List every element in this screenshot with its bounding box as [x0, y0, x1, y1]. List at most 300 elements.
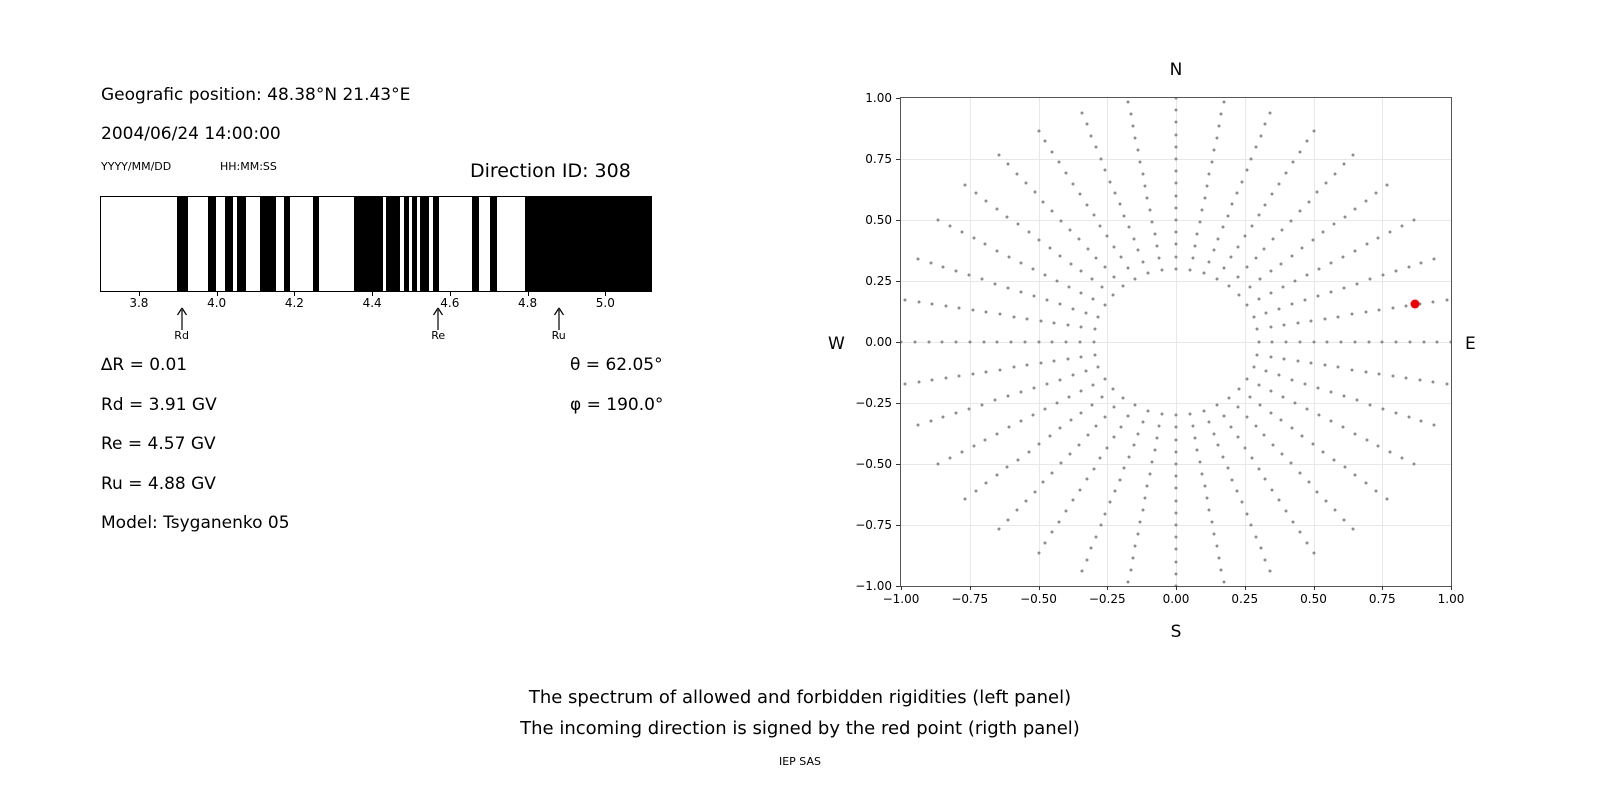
- direction-point: [1123, 214, 1126, 217]
- direction-point: [1198, 461, 1201, 464]
- direction-point: [1099, 457, 1102, 460]
- direction-point: [1051, 531, 1054, 534]
- direction-point: [1066, 357, 1069, 360]
- rigidity-marker-rd: [162, 306, 202, 342]
- direction-point: [1445, 383, 1448, 386]
- direction-point: [1368, 278, 1371, 281]
- direction-point: [1353, 432, 1356, 435]
- x-axis-tick-label: 1.00: [1437, 592, 1465, 606]
- direction-point: [1037, 129, 1040, 132]
- direction-point: [985, 311, 988, 314]
- direction-point: [1113, 490, 1116, 493]
- direction-point: [1236, 275, 1239, 278]
- direction-point: [1175, 133, 1178, 136]
- direction-point: [1250, 524, 1253, 527]
- forbidden-band: [284, 197, 290, 291]
- compass-east-label: E: [1465, 334, 1476, 354]
- direction-point: [1151, 461, 1154, 464]
- direction-point: [1310, 362, 1313, 365]
- delta-r-value: ∆R = 0.01: [101, 355, 188, 375]
- direction-point: [1272, 443, 1275, 446]
- direction-point: [1044, 408, 1047, 411]
- direction-point: [1246, 304, 1249, 307]
- direction-point: [1375, 489, 1378, 492]
- direction-point: [1101, 395, 1104, 398]
- direction-point: [1296, 360, 1299, 363]
- direction-point: [1196, 232, 1199, 235]
- direction-point: [1307, 200, 1310, 203]
- direction-point: [1213, 533, 1216, 536]
- direction-point: [1418, 379, 1421, 382]
- x-axis-tick-label: −0.50: [1020, 592, 1057, 606]
- direction-point: [996, 432, 999, 435]
- direction-point: [1394, 270, 1397, 273]
- direction-point: [1254, 146, 1257, 149]
- direction-point: [1010, 341, 1013, 344]
- direction-point: [1245, 169, 1248, 172]
- direction-point: [942, 265, 945, 268]
- direction-point: [1099, 157, 1102, 160]
- direction-point: [1015, 172, 1018, 175]
- direction-point: [1217, 124, 1220, 127]
- direction-point: [1158, 256, 1161, 259]
- direction-point: [1127, 226, 1130, 229]
- direction-point: [1196, 449, 1199, 452]
- direction-point: [1342, 395, 1345, 398]
- direction-point: [1389, 231, 1392, 234]
- direction-point: [1322, 450, 1325, 453]
- direction-point: [1364, 482, 1367, 485]
- direction-point: [1104, 512, 1107, 515]
- direction-point: [1298, 150, 1301, 153]
- direction-point: [1294, 402, 1297, 405]
- direction-point: [1017, 458, 1020, 461]
- direction-point: [1153, 232, 1156, 235]
- direction-point: [1084, 370, 1087, 373]
- direction-point: [974, 192, 977, 195]
- y-axis-tick-label: −1.00: [855, 579, 892, 593]
- direction-point: [929, 420, 932, 423]
- direction-point: [955, 270, 958, 273]
- direction-point: [1385, 497, 1388, 500]
- selected-direction-point[interactable]: [1411, 300, 1420, 309]
- rigidity-marker-label: Re: [431, 329, 446, 342]
- direction-point: [1160, 413, 1163, 416]
- gridline-horizontal: [901, 281, 1451, 282]
- direction-point: [1080, 270, 1083, 273]
- direction-point: [1316, 490, 1319, 493]
- direction-point: [1132, 237, 1135, 240]
- direction-point: [1085, 123, 1088, 126]
- x-axis-tick-label: 0.50: [1300, 592, 1327, 606]
- direction-point: [1175, 267, 1178, 270]
- direction-point: [1078, 341, 1081, 344]
- direction-point: [1141, 509, 1144, 512]
- direction-point: [1139, 160, 1142, 163]
- direction-point: [1271, 341, 1274, 344]
- direction-point: [1071, 307, 1074, 310]
- direction-point: [971, 309, 974, 312]
- direction-point: [1044, 541, 1047, 544]
- direction-point: [1091, 298, 1094, 301]
- direction-point: [1080, 355, 1083, 358]
- direction-point: [1129, 569, 1132, 572]
- y-axis-tick: [896, 464, 900, 465]
- direction-point: [1269, 570, 1272, 573]
- direction-point: [1175, 170, 1178, 173]
- direction-point: [1301, 246, 1304, 249]
- direction-point: [982, 341, 985, 344]
- direction-point: [1175, 560, 1178, 563]
- direction-point: [994, 282, 997, 285]
- direction-point: [1189, 413, 1192, 416]
- direction-point: [1175, 524, 1178, 527]
- direction-point: [1080, 111, 1083, 114]
- x-axis-tick-label: −0.75: [951, 592, 989, 606]
- direction-point: [1058, 161, 1061, 164]
- direction-point: [1217, 444, 1220, 447]
- direction-point: [955, 411, 958, 414]
- direction-point: [1175, 231, 1178, 234]
- direction-point: [1039, 319, 1042, 322]
- direction-point: [1215, 136, 1218, 139]
- direction-point: [941, 341, 944, 344]
- direction-point: [1095, 535, 1098, 538]
- direction-point: [1236, 406, 1239, 409]
- direction-point: [1024, 499, 1027, 502]
- direction-point: [1042, 200, 1045, 203]
- rigidity-marker-label: Ru: [551, 329, 566, 342]
- date-format-hint: YYYY/MM/DD: [101, 160, 172, 173]
- direction-point: [1254, 425, 1257, 428]
- direction-point: [981, 403, 984, 406]
- direction-point: [1413, 219, 1416, 222]
- direction-point: [1342, 163, 1345, 166]
- direction-point: [1071, 499, 1074, 502]
- direction-point: [960, 231, 963, 234]
- direction-point: [996, 249, 999, 252]
- direction-point: [936, 219, 939, 222]
- forbidden-band: [490, 197, 498, 291]
- y-axis-tick: [896, 281, 900, 282]
- direction-point: [1175, 475, 1178, 478]
- direction-point: [1020, 420, 1023, 423]
- x-axis-tick-label: −0.25: [1088, 592, 1126, 606]
- direction-point: [1207, 260, 1210, 263]
- direction-point: [1126, 267, 1129, 270]
- direction-point: [1206, 497, 1209, 500]
- direction-point: [1203, 409, 1206, 412]
- direction-point: [1148, 473, 1151, 476]
- direction-point: [1367, 341, 1370, 344]
- rigidity-marker-re: [418, 306, 458, 342]
- direction-point: [974, 489, 977, 492]
- direction-point: [1236, 191, 1239, 194]
- time-format-hint: HH:MM:SS: [220, 160, 277, 173]
- direction-point: [1045, 382, 1048, 385]
- direction-point: [1252, 366, 1255, 369]
- direction-point: [1175, 243, 1178, 246]
- forbidden-band: [208, 197, 216, 291]
- direction-point: [1155, 244, 1158, 247]
- direction-point: [1436, 341, 1439, 344]
- y-axis-tick-label: 0.75: [865, 152, 892, 166]
- direction-point: [1085, 558, 1088, 561]
- direction-point: [1305, 408, 1308, 411]
- x-axis-tick-label: 0.25: [1231, 592, 1259, 606]
- direction-point: [1120, 425, 1123, 428]
- direction-point: [1068, 453, 1071, 456]
- direction-point: [1019, 290, 1022, 293]
- direction-point: [1201, 473, 1204, 476]
- direction-point: [1015, 509, 1018, 512]
- direction-point: [1342, 518, 1345, 521]
- direction-point: [1020, 261, 1023, 264]
- direction-point: [1259, 403, 1262, 406]
- direction-point: [1256, 353, 1259, 356]
- direction-point: [1090, 547, 1093, 550]
- direction-point: [1136, 533, 1139, 536]
- direction-point: [1097, 366, 1100, 369]
- direction-point: [1271, 488, 1274, 491]
- direction-point: [917, 381, 920, 384]
- direction-point: [1044, 273, 1047, 276]
- direction-point: [1203, 272, 1206, 275]
- direction-point: [1298, 210, 1301, 213]
- ru-value: Ru = 4.88 GV: [101, 474, 216, 494]
- direction-point: [1236, 436, 1239, 439]
- direction-point: [1228, 284, 1231, 287]
- direction-point: [1381, 407, 1384, 410]
- direction-point: [942, 416, 945, 419]
- direction-point: [1012, 315, 1015, 318]
- direction-point: [1450, 341, 1453, 344]
- y-axis-tick: [896, 586, 900, 587]
- y-axis-tick-label: 0.50: [865, 213, 892, 227]
- direction-point: [1222, 100, 1225, 103]
- direction-point: [1240, 501, 1243, 504]
- direction-point: [1143, 184, 1146, 187]
- direction-point: [1175, 109, 1178, 112]
- direction-point: [1341, 255, 1344, 258]
- direction-point: [1298, 531, 1301, 534]
- direction-point: [1109, 180, 1112, 183]
- direction-point: [994, 399, 997, 402]
- direction-point: [1245, 266, 1248, 269]
- direction-point: [1329, 261, 1332, 264]
- direction-point: [1026, 317, 1029, 320]
- direction-point: [1048, 246, 1051, 249]
- direction-point: [1264, 478, 1267, 481]
- direction-point: [1230, 425, 1233, 428]
- direction-point: [1175, 548, 1178, 551]
- direction-point: [1127, 455, 1130, 458]
- direction-point: [1364, 311, 1367, 314]
- direction-point: [1048, 435, 1051, 438]
- figure-caption: [0, 682, 1600, 744]
- direction-point: [1051, 341, 1054, 344]
- direction-point: [1067, 395, 1070, 398]
- direction-point: [1301, 435, 1304, 438]
- direction-point: [1175, 572, 1178, 575]
- direction-point: [1151, 220, 1154, 223]
- direction-point: [1278, 374, 1281, 377]
- direction-point: [1259, 547, 1262, 550]
- direction-point: [1189, 268, 1192, 271]
- direction-point: [1071, 182, 1074, 185]
- direction-point: [1310, 319, 1313, 322]
- direction-point: [995, 207, 998, 210]
- direction-point: [1351, 154, 1354, 157]
- direction-point: [1175, 121, 1178, 124]
- arrow-up-icon: [431, 306, 445, 330]
- forbidden-band: [225, 197, 234, 291]
- direction-point: [1194, 437, 1197, 440]
- direction-point: [1045, 299, 1048, 302]
- direction-point: [1132, 444, 1135, 447]
- direction-point: [1298, 341, 1301, 344]
- direction-point: [1236, 245, 1239, 248]
- direction-point: [1146, 196, 1149, 199]
- direction-point: [1006, 215, 1009, 218]
- direction-point: [1355, 399, 1358, 402]
- direction-point: [1198, 220, 1201, 223]
- direction-point: [1317, 386, 1320, 389]
- direction-point: [1121, 284, 1124, 287]
- direction-point: [1341, 426, 1344, 429]
- direction-point: [995, 474, 998, 477]
- direction-point: [1146, 409, 1149, 412]
- y-axis-tick-label: −0.75: [855, 518, 892, 532]
- direction-point: [916, 257, 919, 260]
- forbidden-band: [420, 197, 430, 291]
- direction-point: [1058, 520, 1061, 523]
- x-axis-tick: [1314, 586, 1315, 590]
- direction-point: [1432, 381, 1435, 384]
- direction-point: [1092, 214, 1095, 217]
- direction-point: [1207, 421, 1210, 424]
- direction-point: [1085, 203, 1088, 206]
- direction-point: [1272, 238, 1275, 241]
- direction-point: [1238, 388, 1241, 391]
- direction-point: [1223, 414, 1226, 417]
- direction-point: [1203, 485, 1206, 488]
- axis-tick-label: 4.6: [440, 296, 460, 310]
- direction-point: [1381, 274, 1384, 277]
- direction-point: [1038, 239, 1041, 242]
- direction-point: [1337, 315, 1340, 318]
- y-axis-tick: [896, 525, 900, 526]
- direction-point: [913, 341, 916, 344]
- direction-point: [1175, 206, 1178, 209]
- direction-point: [1129, 112, 1132, 115]
- rigidity-spectrum-box: [100, 196, 652, 292]
- direction-point: [1311, 442, 1314, 445]
- direction-point: [1106, 235, 1109, 238]
- direction-point: [1068, 228, 1071, 231]
- direction-point: [1132, 557, 1135, 560]
- direction-point: [936, 463, 939, 466]
- direction-point: [1394, 411, 1397, 414]
- direction-point: [1051, 471, 1054, 474]
- axis-tick-label: 4.2: [284, 296, 304, 310]
- direction-point: [1080, 570, 1083, 573]
- direction-point: [1142, 260, 1145, 263]
- direction-point: [1312, 341, 1315, 344]
- axis-tick-label: 4.4: [362, 296, 382, 310]
- direction-point: [1264, 203, 1267, 206]
- direction-point: [1175, 536, 1178, 539]
- direction-point: [1175, 158, 1178, 161]
- direction-point: [1391, 307, 1394, 310]
- direction-point: [1175, 450, 1178, 453]
- direction-point: [1217, 557, 1220, 560]
- direction-point: [1038, 442, 1041, 445]
- direction-point: [1305, 140, 1308, 143]
- direction-point: [1215, 545, 1218, 548]
- direction-point: [1175, 499, 1178, 502]
- direction-point: [1120, 256, 1123, 259]
- direction-point: [1121, 397, 1124, 400]
- direction-point: [1264, 123, 1267, 126]
- theta-value: θ = 62.05°: [570, 355, 663, 375]
- direction-point: [1323, 317, 1326, 320]
- direction-point: [1222, 226, 1225, 229]
- direction-point: [1343, 466, 1346, 469]
- direction-point: [955, 341, 958, 344]
- direction-point: [1007, 395, 1010, 398]
- direction-point: [1413, 463, 1416, 466]
- direction-point: [1113, 436, 1116, 439]
- direction-point: [1408, 341, 1411, 344]
- axis-tick-label: 3.8: [129, 296, 149, 310]
- direction-point: [1269, 355, 1272, 358]
- direction-point: [1093, 328, 1096, 331]
- geographic-position-label: Geografic position: 48.38°N 21.43°E: [101, 85, 411, 105]
- direction-point: [1093, 353, 1096, 356]
- direction-point: [985, 370, 988, 373]
- arrow-up-icon: [175, 306, 189, 330]
- direction-point: [1037, 341, 1040, 344]
- direction-point: [1355, 282, 1358, 285]
- direction-point: [1377, 444, 1380, 447]
- direction-point: [1432, 300, 1435, 303]
- direction-point: [1023, 341, 1026, 344]
- direction-point: [1351, 313, 1354, 316]
- direction-point: [1329, 420, 1332, 423]
- direction-point: [1027, 231, 1030, 234]
- direction-point: [1175, 97, 1178, 100]
- direction-point: [984, 438, 987, 441]
- direction-point: [1008, 426, 1011, 429]
- forbidden-band: [386, 197, 401, 291]
- direction-point: [1065, 341, 1068, 344]
- direction-point: [1405, 377, 1408, 380]
- direction-point: [1220, 112, 1223, 115]
- direction-point: [1065, 171, 1068, 174]
- direction-point: [1226, 467, 1229, 470]
- forbidden-band: [404, 197, 409, 291]
- direction-point: [1222, 455, 1225, 458]
- direction-point: [1127, 581, 1130, 584]
- direction-point: [1175, 426, 1178, 429]
- forbidden-band: [412, 197, 417, 291]
- caption-line-2: The incoming direction is signed by the red point (rigth panel): [520, 718, 1080, 739]
- direction-point: [1059, 427, 1062, 430]
- direction-point: [1042, 481, 1045, 484]
- direction-point: [1254, 256, 1257, 259]
- direction-point: [931, 302, 934, 305]
